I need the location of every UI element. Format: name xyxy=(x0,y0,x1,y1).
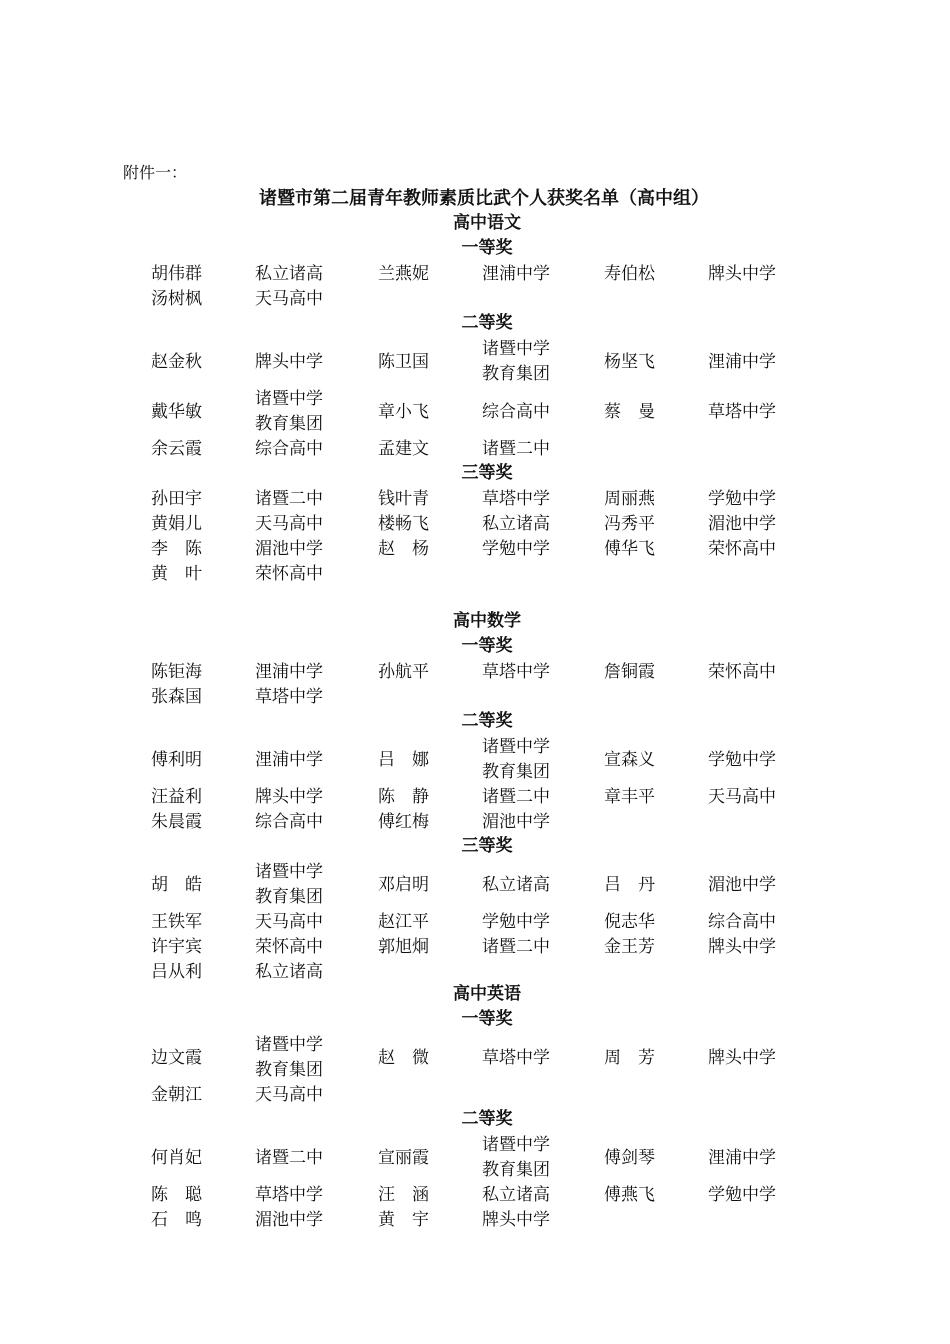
prize-level-heading: 一等奖 xyxy=(461,636,513,656)
award-row xyxy=(0,735,950,785)
award-row xyxy=(0,562,950,587)
school-name: 草塔中学 xyxy=(255,687,323,707)
school-name: 浬浦中学 xyxy=(482,264,550,284)
award-row xyxy=(0,287,950,312)
teacher-name: 倪志华 xyxy=(604,912,655,932)
teacher-name: 金朝江 xyxy=(151,1085,202,1105)
award-row xyxy=(0,1183,950,1208)
school-name: 学勉中学 xyxy=(482,539,550,559)
teacher-name: 石 鸣 xyxy=(151,1210,202,1230)
prize-level-heading: 二等奖 xyxy=(461,1109,513,1129)
award-row xyxy=(0,785,950,810)
school-name: 湄池中学 xyxy=(255,1210,323,1230)
school-name: 浬浦中学 xyxy=(255,662,323,682)
award-row xyxy=(0,1133,950,1183)
teacher-name: 陈钜海 xyxy=(151,662,202,682)
school-name: 湄池中学 xyxy=(255,539,323,559)
award-row xyxy=(0,387,950,437)
teacher-name: 邓启明 xyxy=(378,874,429,895)
award-row xyxy=(0,512,950,537)
school-name: 浬浦中学 xyxy=(255,749,323,770)
award-row xyxy=(0,685,950,710)
teacher-name: 许宇宾 xyxy=(151,937,202,957)
award-row xyxy=(0,1033,950,1083)
prize-level-heading: 三等奖 xyxy=(461,463,513,483)
teacher-name: 周丽燕 xyxy=(604,489,655,509)
school-name: 荣怀高中 xyxy=(255,937,323,957)
school-name: 学勉中学 xyxy=(708,489,776,509)
school-name: 牌头中学 xyxy=(482,1210,550,1230)
award-row xyxy=(0,935,950,960)
teacher-name: 周 芳 xyxy=(604,1047,655,1068)
school-name: 诸暨中学 教育集团 xyxy=(482,737,550,782)
teacher-name: 黄 宇 xyxy=(378,1210,429,1230)
teacher-name: 赵金秋 xyxy=(151,351,202,372)
award-row xyxy=(0,810,950,835)
award-row xyxy=(0,1083,950,1108)
award-row xyxy=(0,660,950,685)
teacher-name: 吕从利 xyxy=(151,962,202,982)
school-name: 私立诸高 xyxy=(255,962,323,982)
award-row xyxy=(0,960,950,985)
teacher-name: 蔡 曼 xyxy=(604,401,655,422)
school-name: 诸暨二中 xyxy=(482,787,550,807)
teacher-name: 赵江平 xyxy=(378,912,429,932)
teacher-name: 孟建文 xyxy=(378,439,429,459)
school-name: 学勉中学 xyxy=(482,912,550,932)
school-name: 草塔中学 xyxy=(482,662,550,682)
teacher-name: 杨坚飞 xyxy=(604,351,655,372)
teacher-name: 汤树枫 xyxy=(151,289,202,309)
school-name: 天马高中 xyxy=(708,787,776,807)
teacher-name: 傅燕飞 xyxy=(604,1185,655,1205)
teacher-name: 黄娟儿 xyxy=(151,514,202,534)
award-row xyxy=(0,487,950,512)
prize-level-heading: 二等奖 xyxy=(461,711,513,731)
teacher-name: 汪益利 xyxy=(151,787,202,807)
teacher-name: 寿伯松 xyxy=(604,264,655,284)
school-name: 学勉中学 xyxy=(708,749,776,770)
teacher-name: 楼畅飞 xyxy=(378,514,429,534)
school-name: 学勉中学 xyxy=(708,1185,776,1205)
school-name: 诸暨中学 教育集团 xyxy=(255,1035,323,1080)
school-name: 诸暨中学 教育集团 xyxy=(482,1135,550,1180)
school-name: 荣怀高中 xyxy=(255,564,323,584)
school-name: 牌头中学 xyxy=(708,937,776,957)
teacher-name: 胡 皓 xyxy=(151,874,202,895)
school-name: 私立诸高 xyxy=(255,264,323,284)
teacher-name: 朱晨霞 xyxy=(151,812,202,832)
school-name: 浬浦中学 xyxy=(708,1147,776,1168)
teacher-name: 戴华敏 xyxy=(151,401,202,422)
school-name: 私立诸高 xyxy=(482,874,550,895)
school-name: 天马高中 xyxy=(255,289,323,309)
teacher-name: 孙田宇 xyxy=(151,489,202,509)
teacher-name: 吕 娜 xyxy=(378,749,429,770)
school-name: 草塔中学 xyxy=(255,1185,323,1205)
teacher-name: 吕 丹 xyxy=(604,874,655,895)
school-name: 天马高中 xyxy=(255,1085,323,1105)
teacher-name: 陈 静 xyxy=(378,787,429,807)
school-name: 诸暨二中 xyxy=(482,439,550,459)
school-name: 诸暨中学 教育集团 xyxy=(255,389,323,434)
school-name: 诸暨二中 xyxy=(255,489,323,509)
award-row xyxy=(0,437,950,462)
teacher-name: 黄 叶 xyxy=(151,564,202,584)
teacher-name: 傅剑琴 xyxy=(604,1147,655,1168)
school-name: 综合高中 xyxy=(255,439,323,459)
school-name: 牌头中学 xyxy=(255,351,323,372)
teacher-name: 傅利明 xyxy=(151,749,202,770)
award-row xyxy=(0,262,950,287)
teacher-name: 宣森义 xyxy=(604,749,655,770)
teacher-name: 孙航平 xyxy=(378,662,429,682)
award-row xyxy=(0,1208,950,1233)
school-name: 牌头中学 xyxy=(255,787,323,807)
teacher-name: 詹铜霞 xyxy=(604,662,655,682)
school-name: 浬浦中学 xyxy=(708,351,776,372)
school-name: 天马高中 xyxy=(255,912,323,932)
prize-level-heading: 三等奖 xyxy=(461,836,513,856)
school-name: 综合高中 xyxy=(482,401,550,422)
school-name: 牌头中学 xyxy=(708,264,776,284)
teacher-name: 傅红梅 xyxy=(378,812,429,832)
teacher-name: 余云霞 xyxy=(151,439,202,459)
school-name: 湄池中学 xyxy=(482,812,550,832)
teacher-name: 钱叶青 xyxy=(378,489,429,509)
school-name: 草塔中学 xyxy=(482,1047,550,1068)
teacher-name: 胡伟群 xyxy=(151,264,202,284)
teacher-name: 陈卫国 xyxy=(378,351,429,372)
prize-level-heading: 一等奖 xyxy=(461,238,513,258)
school-name: 综合高中 xyxy=(708,912,776,932)
school-name: 草塔中学 xyxy=(482,489,550,509)
school-name: 私立诸高 xyxy=(482,514,550,534)
teacher-name: 金王芳 xyxy=(604,937,655,957)
teacher-name: 汪 涵 xyxy=(378,1185,429,1205)
school-name: 综合高中 xyxy=(255,812,323,832)
school-name: 草塔中学 xyxy=(708,401,776,422)
teacher-name: 兰燕妮 xyxy=(378,264,429,284)
teacher-name: 宣丽霞 xyxy=(378,1147,429,1168)
teacher-name: 赵 杨 xyxy=(378,539,429,559)
school-name: 诸暨二中 xyxy=(482,937,550,957)
school-name: 荣怀高中 xyxy=(708,662,776,682)
teacher-name: 张森国 xyxy=(151,687,202,707)
school-name: 湄池中学 xyxy=(708,514,776,534)
school-name: 荣怀高中 xyxy=(708,539,776,559)
award-row xyxy=(0,537,950,562)
teacher-name: 冯秀平 xyxy=(604,514,655,534)
attachment-label: 附件一： xyxy=(123,163,188,182)
school-name: 诸暨二中 xyxy=(255,1147,323,1168)
teacher-name: 王铁军 xyxy=(151,912,202,932)
teacher-name: 章丰平 xyxy=(604,787,655,807)
teacher-name: 何肖妃 xyxy=(151,1147,202,1168)
school-name: 牌头中学 xyxy=(708,1047,776,1068)
teacher-name: 郭旭炯 xyxy=(378,937,429,957)
teacher-name: 陈 聪 xyxy=(151,1185,202,1205)
prize-level-heading: 二等奖 xyxy=(461,313,513,333)
school-name: 天马高中 xyxy=(255,514,323,534)
school-name: 私立诸高 xyxy=(482,1185,550,1205)
school-name: 湄池中学 xyxy=(708,874,776,895)
award-row xyxy=(0,910,950,935)
school-name: 诸暨中学 教育集团 xyxy=(255,862,323,907)
school-name: 诸暨中学 教育集团 xyxy=(482,339,550,384)
teacher-name: 赵 微 xyxy=(378,1047,429,1068)
document-title: 诸暨市第二届青年教师素质比武个人获奖名单（高中组） xyxy=(259,188,709,209)
teacher-name: 傅华飞 xyxy=(604,539,655,559)
teacher-name: 章小飞 xyxy=(378,401,429,422)
award-row xyxy=(0,337,950,387)
subject-heading: 高中英语 xyxy=(453,984,521,1004)
subject-heading: 高中语文 xyxy=(453,213,521,233)
teacher-name: 边文霞 xyxy=(151,1047,202,1068)
subject-heading: 高中数学 xyxy=(453,611,521,631)
award-row xyxy=(0,860,950,910)
prize-level-heading: 一等奖 xyxy=(461,1009,513,1029)
teacher-name: 李 陈 xyxy=(151,539,202,559)
